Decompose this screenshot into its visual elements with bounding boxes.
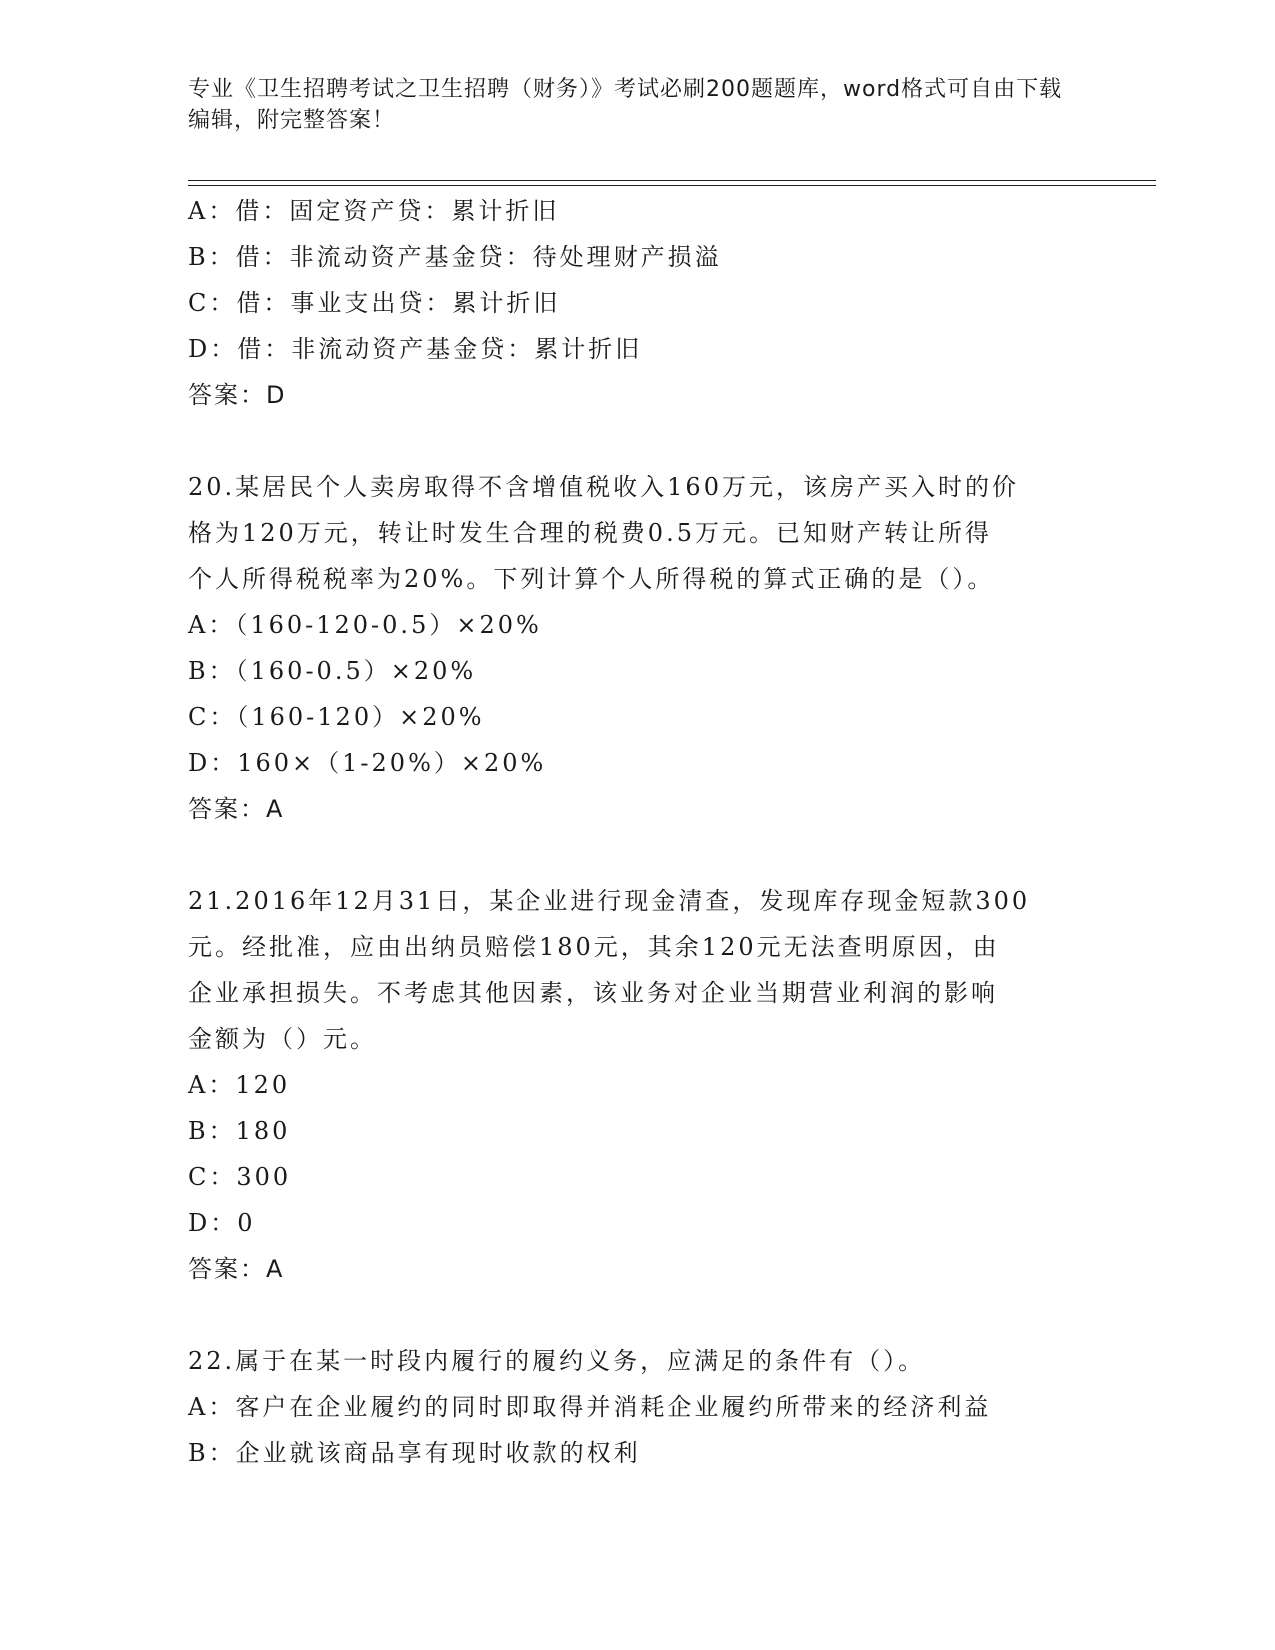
option-d: D：160×（1-20%）×20% [188, 749, 547, 777]
option-a: A：120 [188, 1071, 291, 1099]
option-b: B：180 [188, 1117, 291, 1145]
option-b: B：（160-0.5）×20% [188, 657, 477, 685]
question-19 [188, 188, 1088, 418]
spacer [188, 1292, 1088, 1338]
question-stem-line: 21.2016年12月31日，某企业进行现金清查，发现库存现金短款300 [188, 887, 1031, 915]
header-divider-top [188, 180, 1156, 181]
option-d: D：借：非流动资产基金贷：累计折旧 [188, 335, 643, 363]
answer-line: 答案：A [188, 795, 285, 823]
option-c: C：（160-120）×20% [188, 703, 485, 731]
option-d: D：0 [188, 1209, 256, 1237]
question-stem-line: 元。经批准，应由出纳员赔偿180元，其余120元无法查明原因，由 [188, 933, 1000, 961]
answer-line: 答案：A [188, 1255, 285, 1283]
document-header: 专业《卫生招聘考试之卫生招聘（财务）》考试必刷200题题库，word格式可自由下载编辑，附完整答案！ [188, 77, 1063, 133]
answer-line: 答案：D [188, 381, 287, 409]
question-stem-line: 个人所得税税率为20%。下列计算个人所得税的算式正确的是（）。 [188, 565, 995, 593]
spacer [188, 418, 1088, 464]
option-a: A：（160-120-0.5）×20% [188, 611, 542, 639]
option-b: B：企业就该商品享有现时收款的权利 [188, 1439, 641, 1467]
question-stem-line: 22.属于在某一时段内履行的履约义务，应满足的条件有（）。 [188, 1347, 926, 1375]
option-a: A：客户在企业履约的同时即取得并消耗企业履约所带来的经济利益 [188, 1393, 992, 1421]
question-20 [188, 464, 1088, 832]
question-22 [188, 1338, 1088, 1476]
option-b: B：借：非流动资产基金贷：待处理财产损溢 [188, 243, 722, 271]
option-c: C：借：事业支出贷：累计折旧 [188, 289, 561, 317]
question-stem-line: 20.某居民个人卖房取得不含增值税收入160万元，该房产买入时的价 [188, 473, 1019, 501]
document-body [188, 188, 1088, 1476]
spacer [188, 832, 1088, 878]
question-stem-line: 金额为（）元。 [188, 1025, 377, 1053]
question-21 [188, 878, 1088, 1292]
question-stem-line: 企业承担损失。不考虑其他因素，该业务对企业当期营业利润的影响 [188, 979, 998, 1007]
header-divider-bottom [188, 185, 1156, 186]
option-a: A：借：固定资产贷：累计折旧 [188, 197, 560, 225]
option-c: C：300 [188, 1163, 292, 1191]
question-stem-line: 格为120万元，转让时发生合理的税费0.5万元。已知财产转让所得 [188, 519, 992, 547]
